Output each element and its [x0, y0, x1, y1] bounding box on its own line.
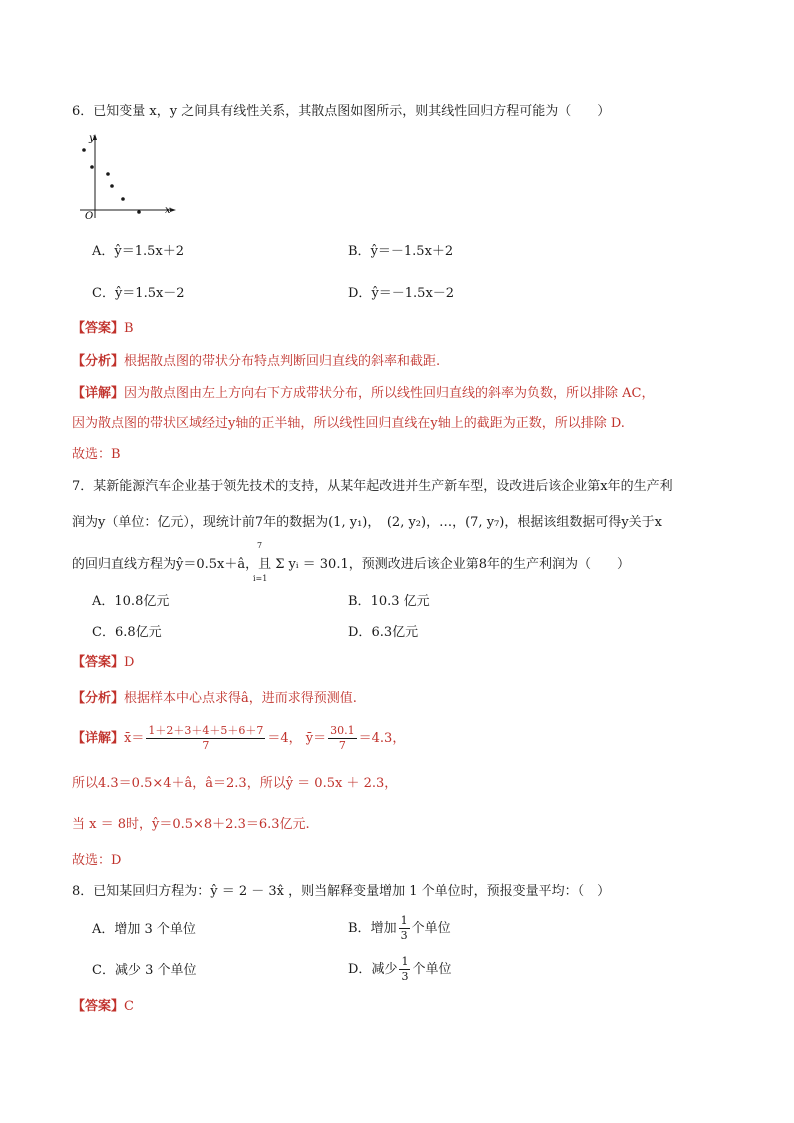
q6-option-c	[92, 285, 185, 303]
sum-upper-limit: 7	[257, 541, 263, 550]
option-text: 增加	[370, 921, 397, 936]
scatter-point	[137, 210, 141, 214]
q7-answer	[72, 654, 134, 672]
q8-option-b	[348, 912, 451, 946]
scatter-point	[121, 197, 125, 201]
option-text: 减少	[371, 962, 398, 977]
q8-option-c	[92, 962, 197, 980]
option-label: D．	[348, 962, 372, 977]
option-fraction	[399, 955, 410, 984]
option-text: ŷ＝1.5x＋2	[114, 244, 185, 259]
analysis-text: 根据散点图的带状分布特点判断回归直线的斜率和截距.	[124, 354, 441, 369]
detail-text: 因为散点图由左上方向右下方成带状分布，所以线性回归直线的斜率为负数，所以排除 AC，	[124, 386, 655, 401]
sum-lower-limit: i=1	[253, 574, 268, 583]
scatter-point	[90, 165, 94, 169]
option-text-suffix: 个单位	[411, 921, 451, 936]
scatter-point	[106, 172, 110, 176]
q6-conclusion: 故选：B	[72, 447, 121, 462]
q7-option-b	[348, 593, 430, 611]
analysis-tag: 【分析】	[72, 691, 125, 706]
option-label: B．	[348, 244, 371, 259]
q7-option-c	[92, 624, 162, 642]
q7-detail-1	[72, 723, 405, 755]
option-text: 增加 3 个单位	[114, 922, 196, 937]
q7-stem-1: 7．某新能源汽车企业基于领先技术的支持，从某年起改进并生产新车型，设改进后该企业第x年的生产利	[72, 479, 673, 494]
option-text: 10.3 亿元	[370, 594, 430, 609]
q7-option-a	[92, 593, 169, 611]
option-text: 6.3亿元	[371, 625, 419, 640]
q8-answer	[72, 998, 134, 1016]
answer-tag: 【答案】	[72, 655, 125, 670]
option-text: 减少 3 个单位	[114, 963, 197, 978]
option-text: ŷ＝－1.5x－2	[371, 286, 455, 301]
q7-option-d	[348, 624, 418, 642]
detail-tag: 【详解】	[72, 386, 125, 401]
q6-detail-2: 因为散点图的带状区域经过y轴的正半轴，所以线性回归直线在y轴上的截距为正数，所以排除 D.	[72, 416, 625, 431]
ybar-rhs: ＝4.3，	[358, 731, 406, 746]
answer-value: C	[124, 999, 134, 1014]
q8-stem: 8．已知某回归方程为：ŷ ＝ 2 － 3x̂ ，则当解释变量增加 1 个单位时，预报变量平均：（ ）	[72, 884, 611, 899]
ybar-numerator: 30.1	[330, 724, 355, 737]
xbar-denominator: 7	[202, 739, 210, 752]
q6-option-d	[348, 285, 454, 303]
fraction-numerator: 1	[401, 955, 409, 968]
option-label: C．	[92, 963, 115, 978]
option-label: B．	[348, 921, 371, 936]
q6-stem: 6．已知变量 x，y 之间具有线性关系，其散点图如图所示，则其线性回归方程可能为（ ）	[72, 104, 611, 119]
detail-tag: 【详解】	[72, 731, 125, 746]
q7-conclusion: 故选：D	[72, 853, 122, 868]
q8-option-a	[92, 921, 196, 939]
y-axis-label: y	[89, 133, 95, 144]
fraction-denominator: 3	[400, 929, 408, 942]
q6-scatter-plot	[72, 130, 182, 225]
option-text: ŷ＝－1.5x＋2	[370, 244, 454, 259]
answer-value: D	[124, 655, 135, 670]
q7-detail-3: 当 x ＝ 8时，ŷ＝0.5×8＋2.3＝6.3亿元.	[72, 817, 310, 832]
answer-value: B	[124, 321, 134, 336]
xbar-numerator: 1＋2＋3＋4＋5＋6＋7	[148, 724, 264, 737]
option-label: A．	[92, 922, 115, 937]
answer-tag: 【答案】	[72, 321, 125, 336]
option-label: C．	[92, 286, 115, 301]
ybar-denominator: 7	[338, 739, 346, 752]
analysis-text: 根据样本中心点求得â，进而求得预测值.	[124, 691, 357, 706]
xbar-fraction	[146, 724, 265, 753]
option-text: ŷ＝1.5x－2	[114, 286, 185, 301]
option-text-suffix: 个单位	[412, 962, 452, 977]
option-fraction	[399, 914, 410, 943]
x-axis-arrow	[170, 208, 176, 212]
origin-label: O	[85, 211, 94, 222]
option-text: 10.8亿元	[114, 594, 170, 609]
q6-answer	[72, 320, 134, 338]
xbar-lhs: x̄＝	[124, 731, 145, 746]
x-axis-label: x	[165, 205, 171, 216]
q6-option-b	[348, 243, 453, 261]
option-label: D．	[348, 286, 372, 301]
option-label: C．	[92, 625, 115, 640]
fraction-denominator: 3	[401, 970, 409, 983]
fraction-numerator: 1	[400, 914, 408, 927]
q6-option-a	[92, 243, 184, 261]
scatter-point	[82, 148, 86, 152]
q7-detail-2: 所以4.3＝0.5×4＋â，â＝2.3，所以ŷ ＝ 0.5x ＋ 2.3，	[72, 776, 398, 791]
option-text: 6.8亿元	[114, 625, 162, 640]
option-label: B．	[348, 594, 371, 609]
ybar-fraction	[328, 724, 357, 753]
q7-stem-2: 润为y（单位：亿元），现统计前7年的数据为(1, y₁)， (2, y₂)，…，(7, y₇)，根据该组数据可得y关于x	[72, 515, 662, 530]
q6-analysis	[72, 353, 440, 371]
q8-option-d	[348, 953, 451, 987]
analysis-tag: 【分析】	[72, 354, 125, 369]
option-label: D．	[348, 625, 372, 640]
q6-detail-1	[72, 385, 654, 403]
q7-analysis	[72, 690, 357, 708]
q7-stem-3: 的回归直线方程为ŷ＝0.5x＋â，且 Σ yᵢ ＝ 30.1，预测改进后该企业第8年的生产利润为（ ）	[72, 557, 630, 572]
xbar-rhs: ＝4，	[267, 731, 302, 746]
answer-tag: 【答案】	[72, 999, 125, 1014]
option-label: A．	[92, 594, 115, 609]
ybar-lhs: ȳ＝	[305, 731, 327, 746]
scatter-point	[110, 184, 114, 188]
option-label: A．	[92, 244, 115, 259]
